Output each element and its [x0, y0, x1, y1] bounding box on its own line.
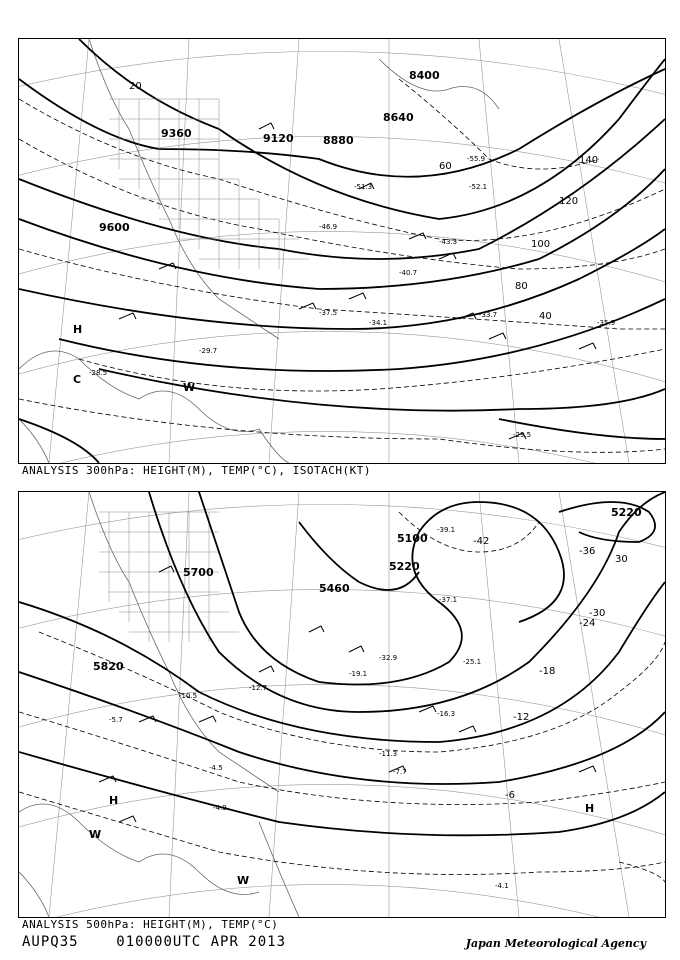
- height-label: 5100: [397, 532, 428, 545]
- temp-value: -19.1: [349, 670, 368, 678]
- temp-value: -25.1: [463, 658, 482, 666]
- temp-value: -28.5: [89, 369, 108, 377]
- coastline: [19, 492, 299, 917]
- temp-contour-label: -42: [473, 536, 490, 547]
- map-panel-300hpa: [18, 38, 666, 464]
- height-label: 8880: [323, 134, 354, 147]
- map-500hpa-svg: [19, 492, 665, 917]
- temp-contour-label: -24: [579, 618, 596, 629]
- temp-value: -4.1: [495, 882, 509, 890]
- temp-value: -52.1: [469, 183, 488, 191]
- temp-value: -16.3: [437, 710, 456, 718]
- temp-value: -10.5: [179, 692, 198, 700]
- pressure-centers: [89, 794, 594, 887]
- height-label: 8640: [383, 111, 414, 124]
- height-label: 5820: [93, 660, 124, 673]
- temp-value: -39.1: [437, 526, 456, 534]
- caption-500hpa: ANALYSIS 500hPa: HEIGHT(M), TEMP(°C): [22, 918, 279, 931]
- isotach-label: 100: [531, 239, 551, 250]
- height-labels: [93, 506, 642, 673]
- warm-center: W: [237, 874, 250, 887]
- temp-contour-label: -36: [579, 546, 596, 557]
- graticule: [19, 492, 665, 917]
- temp-value: -46.9: [319, 223, 338, 231]
- pressure-centers: [73, 323, 195, 394]
- isotach-label: 20: [129, 81, 142, 92]
- valid-time: 010000UTC APR 2013: [116, 934, 287, 950]
- temp-value: -40.7: [399, 269, 418, 277]
- map-panel-500hpa: [18, 491, 666, 918]
- isotach-label: 120: [559, 196, 579, 207]
- map-300hpa-svg: [19, 39, 665, 463]
- height-contours: [19, 39, 665, 463]
- temp-value: -33.7: [479, 311, 498, 319]
- agency-name: Japan Meteorological Agency: [465, 937, 646, 950]
- temp-value: -37.1: [439, 596, 458, 604]
- temp-value: -7.7: [393, 768, 407, 776]
- cold-center: C: [73, 373, 82, 386]
- isotach-label: 80: [515, 281, 528, 292]
- temp-value: -35.9: [597, 319, 616, 327]
- isotach-label: 140: [579, 155, 599, 166]
- temp-contour-label: -18: [539, 666, 556, 677]
- high-center: H: [109, 794, 119, 807]
- wind-barbs: [99, 566, 596, 822]
- caption-300hpa: ANALYSIS 300hPa: HEIGHT(M), TEMP(°C), ISOTACH(KT): [22, 464, 372, 477]
- temp-value: -5.7: [109, 716, 123, 724]
- height-label: 5700: [183, 566, 214, 579]
- temp-value: -32.9: [379, 654, 398, 662]
- temp-value: -29.5: [513, 431, 532, 439]
- height-label: 9600: [99, 221, 130, 234]
- temp-value: -55.9: [467, 155, 486, 163]
- height-label: 8400: [409, 69, 440, 82]
- temp-value: -37.5: [319, 309, 338, 317]
- hatched-areas: [99, 512, 239, 642]
- isotach-label: 60: [439, 161, 452, 172]
- height-label: 5460: [319, 582, 350, 595]
- high-center: H: [585, 802, 595, 815]
- temp-value: -4.5: [209, 764, 223, 772]
- warm-center: W: [89, 828, 102, 841]
- height-label: 9360: [161, 127, 192, 140]
- high-center: H: [73, 323, 83, 336]
- temp-value: -43.3: [439, 238, 458, 246]
- height-label: 9120: [263, 132, 294, 145]
- temp-value: -11.3: [379, 750, 398, 758]
- height-label: 5220: [389, 560, 420, 573]
- temp-value: -29.7: [199, 347, 218, 355]
- height-label: 5220: [611, 506, 642, 519]
- temp-contour-label: -6: [505, 790, 515, 801]
- isotherm-contours: [19, 512, 665, 882]
- temp-contour-label: 30: [615, 554, 628, 565]
- temp-value: -4.9: [213, 804, 227, 812]
- temp-value: -34.1: [369, 319, 388, 327]
- temp-contour-label: -30: [589, 608, 606, 619]
- temp-contour-label: -12: [513, 712, 530, 723]
- chart-footer: [22, 934, 286, 950]
- warm-center: W: [183, 381, 196, 394]
- chart-id: AUPQ35: [22, 934, 79, 950]
- temp-value: -12.7: [249, 684, 268, 692]
- temp-value: -51.3: [354, 183, 373, 191]
- isotach-label: 40: [539, 311, 552, 322]
